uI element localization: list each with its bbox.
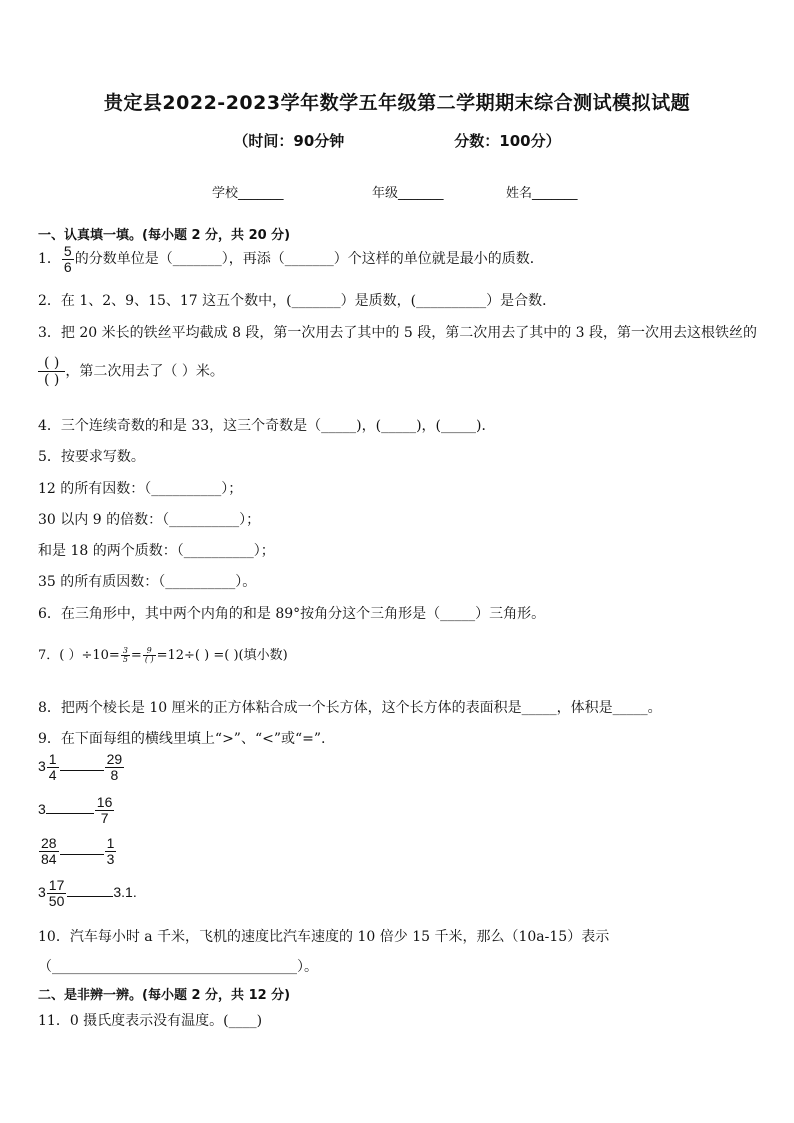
question-10-line-2: （___________________________________）。: [38, 959, 318, 975]
exam-subtitle: [0, 130, 794, 151]
q9-row-1: 3 $\frac{1}{4}$ $\frac{29}{8}$: [38, 751, 123, 783]
q9-r4-right: 3.1.: [113, 883, 137, 900]
question-4: 4．三个连续奇数的和是 33，这三个奇数是（_____)，(_____)，(_____)．: [38, 418, 496, 434]
exam-title: 贵定县2022-2023学年数学五年级第二学期期末综合测试模拟试题: [103, 92, 691, 114]
q9-r1-left-fraction: $\frac{1}{4}$: [48, 751, 57, 783]
question-5c: 和是 18 的两个质数：（__________）；: [38, 543, 275, 559]
q9-row-3: [38, 836, 117, 866]
question-2: 2．在 1、2、9、15、17 这五个数中，(_______）是质数，(__________）是合数．: [38, 293, 557, 309]
q9-r2-blank: [46, 813, 94, 814]
q7-prefix: 7．( ）÷10=: [38, 648, 120, 663]
q9-r4-blank: [67, 896, 113, 897]
q9-r3-blank: [60, 854, 104, 855]
q9-row-4: 3 $\frac{17}{50}$ 3.1.: [38, 877, 137, 909]
question-8: 8．把两个棱长是 10 厘米的正方体粘合成一个长方体，这个长方体的表面积是_____，体积是_____。: [38, 700, 662, 716]
q1-number: 1．: [38, 251, 61, 268]
q7-suffix: =12÷( ) =( )(填小数): [156, 648, 288, 663]
question-6: 6．在三角形中，其中两个内角的和是 89°按角分这个三角形是（_____）三角形。: [38, 606, 546, 622]
q1-fraction: $\frac{5}{6}$: [63, 243, 72, 275]
section-1-heading: 一、认真填一填。(每小题 2 分，共 20 分): [38, 228, 291, 243]
question-5-stem: 5．按要求写数。: [38, 449, 145, 465]
question-3-line-2: [38, 355, 224, 388]
q9-r1-blank: [60, 770, 104, 771]
q9-row-2: 3 $\frac{16}{7}$: [38, 794, 113, 826]
question-5d: 35 的所有质因数：（__________）。: [38, 574, 257, 590]
question-10-line-1: 10．汽车每小时 a 千米，飞机的速度比汽车速度的 10 倍少 15 千米，那么（10a-15）表示: [38, 929, 610, 945]
q7-fraction-1: $\frac{3}{5}$: [122, 645, 128, 664]
school-field: 学校_______: [212, 186, 284, 201]
total-score: 分数：100分）: [454, 132, 561, 150]
name-field: 姓名_______: [506, 186, 578, 201]
q3-text: ，第二次用去了（ ）米。: [65, 363, 224, 380]
time-limit: （时间：90分钟: [233, 132, 345, 150]
question-1: [38, 244, 544, 274]
question-9-stem: 9．在下面每组的横线里填上“>”、“<”或“=”.: [38, 731, 326, 747]
question-7: [38, 644, 288, 664]
q9-r1-right-fraction: $\frac{29}{8}$: [106, 751, 123, 783]
q7-fraction-2: $\frac{9}{( )}$: [144, 645, 154, 664]
q9-r4-left-fraction: $\frac{17}{50}$: [48, 877, 65, 909]
q9-r2-right-fraction: $\frac{16}{7}$: [96, 794, 113, 826]
q3-fraction: $\frac{( )}{( )}$: [38, 355, 65, 388]
q9-r3-right-fraction: $\frac{1}{3}$: [106, 835, 115, 867]
question-11: 11．0 摄氏度表示没有温度。(____): [38, 1013, 263, 1029]
question-3-line-1: 3．把 20 米长的铁丝平均截成 8 段，第一次用去了其中的 5 段，第二次用去了其中的 3 段，第一次用去这根铁丝的: [38, 325, 758, 341]
q9-r3-left-fraction: $\frac{28}{84}$: [41, 835, 57, 867]
question-5a: 12 的所有因数：（__________）；: [38, 481, 243, 497]
question-5b: 30 以内 9 的倍数：（__________）；: [38, 512, 261, 528]
q7-equals: =: [130, 648, 142, 663]
section-2-heading: 二、是非辨一辨。(每小题 2 分，共 12 分): [38, 988, 291, 1003]
q1-text: 的分数单位是（_______），再添（_______）个这样的单位就是最小的质数．: [74, 251, 544, 268]
grade-field: 年级_______: [372, 186, 444, 201]
